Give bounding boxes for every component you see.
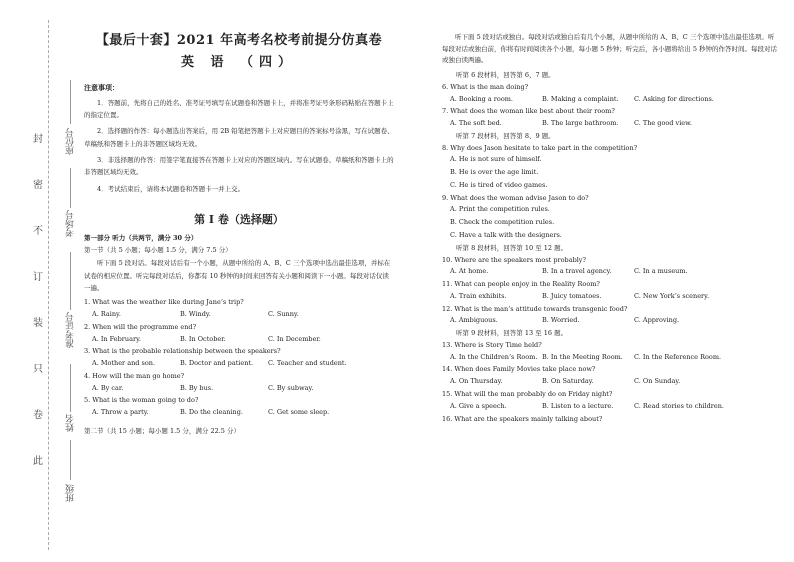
options-row	[450, 95, 778, 104]
seat-number-label: 座位号	[66, 128, 76, 155]
answer-option: C. In December.	[268, 334, 321, 343]
answer-option: B. Do the cleaning.	[180, 408, 243, 417]
section-instructions: 听下面 5 段对话。每段对话后有一个小题，从题中所给的 A、B、C 三个选项中选出最佳选项，并标在试卷的相应位置。听完每段对话后，你都有 10 秒钟的时间来回答有关小题和阅读下一小题。每段对话仅读一遍。	[84, 259, 391, 292]
answer-option: B. Listen to a lecture.	[542, 401, 614, 410]
notes-heading: 注意事项：	[84, 83, 119, 93]
options-row	[450, 267, 778, 276]
answer-option: A. Booking a room.	[450, 94, 513, 103]
section-heading: 第二节（共 15 小题；每小题 1.5 分，满分 22.5 分）	[84, 427, 240, 435]
answer-option: A. Mother and son.	[92, 359, 156, 368]
options-row	[92, 335, 394, 344]
answer-option: B. In the Meeting Room.	[542, 352, 623, 361]
right-column	[442, 32, 778, 426]
seal-char: 卷	[33, 410, 43, 421]
question-stem: 5. What is the woman going to do?	[84, 396, 199, 405]
answer-option: C. Asking for directions.	[634, 94, 714, 103]
exam-room-label: 考场号	[66, 210, 76, 237]
answer-option: C. Have a talk with the designers.	[450, 231, 562, 240]
answer-option: C. Get some sleep.	[268, 408, 330, 417]
question-list	[442, 71, 778, 423]
seal-char: 封	[33, 134, 43, 145]
answer-option: B. The large bathroom.	[542, 119, 619, 128]
seal-char: 不	[33, 226, 43, 237]
options-row	[450, 377, 778, 386]
answer-option: B. By bus.	[180, 383, 214, 392]
seal-char: 装	[33, 318, 43, 329]
answer-option: B. In a travel agency.	[542, 267, 612, 276]
question-stem: 7. What does the woman like best about their room?	[442, 107, 615, 116]
listening-instruction: 听第 9 段材料，回答第 13 至 16 题。	[456, 329, 568, 338]
left-column	[84, 28, 394, 439]
question-stem: 6. What is the man doing?	[442, 82, 529, 91]
answer-option: A. In February.	[92, 334, 141, 343]
options-row	[92, 384, 394, 393]
answer-option: C. He is tired of video games.	[450, 180, 548, 189]
answer-option: C. The good view.	[634, 119, 692, 128]
seal-line	[48, 20, 49, 550]
answer-option: C. On Sunday.	[634, 377, 681, 386]
options-row	[450, 353, 778, 362]
question-list	[84, 298, 394, 417]
question-stem: 12. What is the man’s attitude towards transgenic food?	[442, 304, 628, 313]
binding-margin	[0, 0, 82, 562]
note-item: 3．非选择题的作答：用签字笔直接答在答题卡上对应的答题区域内。写在试题卷、草稿纸和答题卡上的非答题区域均无效。	[84, 155, 394, 177]
answer-option: B. Doctor and patient.	[180, 359, 254, 368]
listening-instruction: 听第 6 段材料，回答第 6、7 题。	[456, 71, 555, 80]
question-stem: 2. When will the programme end?	[84, 322, 197, 331]
seal-char: 此	[33, 456, 43, 467]
part-heading: 第一部分 听力（共两节，满分 30 分）	[84, 233, 198, 242]
answer-option: C. New York’s scenery.	[634, 291, 710, 300]
note-item: 2．选择题的作答：每小题选出答案后，用 2B 铅笔把答题卡上对应题目的答案标号涂黑，写在试题卷、草稿纸和答题卡上的非答题区域均无效。	[84, 127, 394, 148]
answer-option: A. Throw a party.	[92, 408, 149, 417]
seal-char: 密	[33, 180, 43, 191]
answer-option: C. Teacher and student.	[268, 359, 347, 368]
answer-option: A. Rainy.	[92, 310, 121, 319]
question-stem: 13. Where is Story Time held?	[442, 340, 542, 349]
answer-option: B. Making a complaint.	[542, 94, 619, 103]
class-label: 班级	[66, 484, 76, 502]
answer-option: C. In the Reference Room.	[634, 352, 722, 361]
answer-option: B. Windy.	[180, 310, 211, 319]
answer-option: B. In October.	[180, 334, 226, 343]
answer-option: C. In a museum.	[634, 267, 688, 276]
section-heading: 第一节（共 5 小题；每小题 1.5 分，满分 7.5 分）	[84, 245, 232, 254]
name-label: 姓名	[66, 414, 76, 432]
question-stem: 14. When does Family Movies take place now?	[442, 365, 596, 374]
answer-option: A. In the Children’s Room.	[450, 352, 538, 361]
options-row	[450, 292, 778, 301]
question-stem: 16. What are the speakers mainly talking about?	[442, 414, 603, 423]
listening-instruction: 听第 7 段材料，回答第 8、9 题。	[456, 131, 555, 140]
section-title: 第 Ⅰ 卷（选择题）	[194, 212, 284, 226]
seal-char: 只	[33, 364, 43, 375]
answer-option: A. By car.	[92, 383, 124, 392]
answer-option: C. Approving.	[634, 316, 680, 325]
answer-option: A. Ambiguous.	[450, 316, 498, 325]
answer-option: A. On Thursday.	[450, 377, 503, 386]
question-stem: 8. Why does Jason hesitate to take part in the competition?	[442, 143, 638, 152]
listening-instruction: 听第 8 段材料，回答第 10 至 12 题。	[456, 243, 568, 252]
answer-option: B. Worried.	[542, 316, 580, 325]
options-row	[450, 316, 778, 325]
answer-option: C. By subway.	[268, 383, 314, 392]
answer-option: C. Read stories to children.	[634, 401, 724, 410]
answer-option: A. Print the competition rules.	[450, 205, 550, 214]
question-stem: 1. What was the weather like during Jane’s trip?	[84, 298, 244, 307]
question-stem: 9. What does the woman advise Jason to do?	[442, 193, 589, 202]
section-instructions: 听下面 5 段对话或独白。每段对话或独白后有几个小题，从题中所给的 A、B、C 三个选项中选出最佳选项。听每段对话或独白前，你将有时间阅读各个小题，每小题 5 秒钟；听完后，各小题将给出 5 秒钟的作答时间。每段对话或独白读两遍。	[442, 33, 778, 65]
answer-option: A. Train exhibits.	[450, 291, 507, 300]
question-stem: 4. How will the man go home?	[84, 371, 185, 380]
options-row	[92, 408, 394, 417]
answer-option: B. Check the competition rules.	[450, 218, 555, 227]
question-stem: 3. What is the probable relationship between the speakers?	[84, 347, 281, 356]
question-stem: 10. Where are the speakers most probably?	[442, 255, 586, 264]
options-row	[92, 359, 394, 368]
answer-option: A. At home.	[450, 267, 489, 276]
question-stem: 11. What can people enjoy in the Reality Room?	[442, 280, 600, 289]
answer-option: A. Give a speech.	[450, 401, 507, 410]
answer-option: A. The soft bed.	[450, 119, 502, 128]
admission-number-label: 准考证号	[66, 312, 76, 348]
exam-title: 【最后十套】2021 年高考名校考前提分仿真卷	[95, 33, 383, 48]
seal-char: 订	[33, 272, 43, 283]
answer-option: B. He is over the age limit.	[450, 168, 539, 177]
question-stem: 15. What will the man probably do on Friday night?	[442, 389, 613, 398]
answer-option: B. On Saturday.	[542, 377, 594, 386]
note-item: 4．考试结束后，请将本试题卷和答题卡一并上交。	[97, 184, 245, 193]
options-row	[450, 119, 778, 128]
options-row	[92, 310, 394, 319]
answer-option: C. Sunny.	[268, 310, 299, 319]
options-row	[450, 402, 778, 411]
exam-subtitle: 英 语 （四）	[180, 54, 298, 70]
answer-option: A. He is not sure of himself.	[450, 155, 542, 164]
answer-option: B. Juicy tomatoes.	[542, 291, 602, 300]
note-item: 1．答题前，先将自己的姓名、准考证号填写在试题卷和答题卡上，并将准考证号条形码粘贴在答题卡上的指定位置。	[84, 98, 394, 119]
